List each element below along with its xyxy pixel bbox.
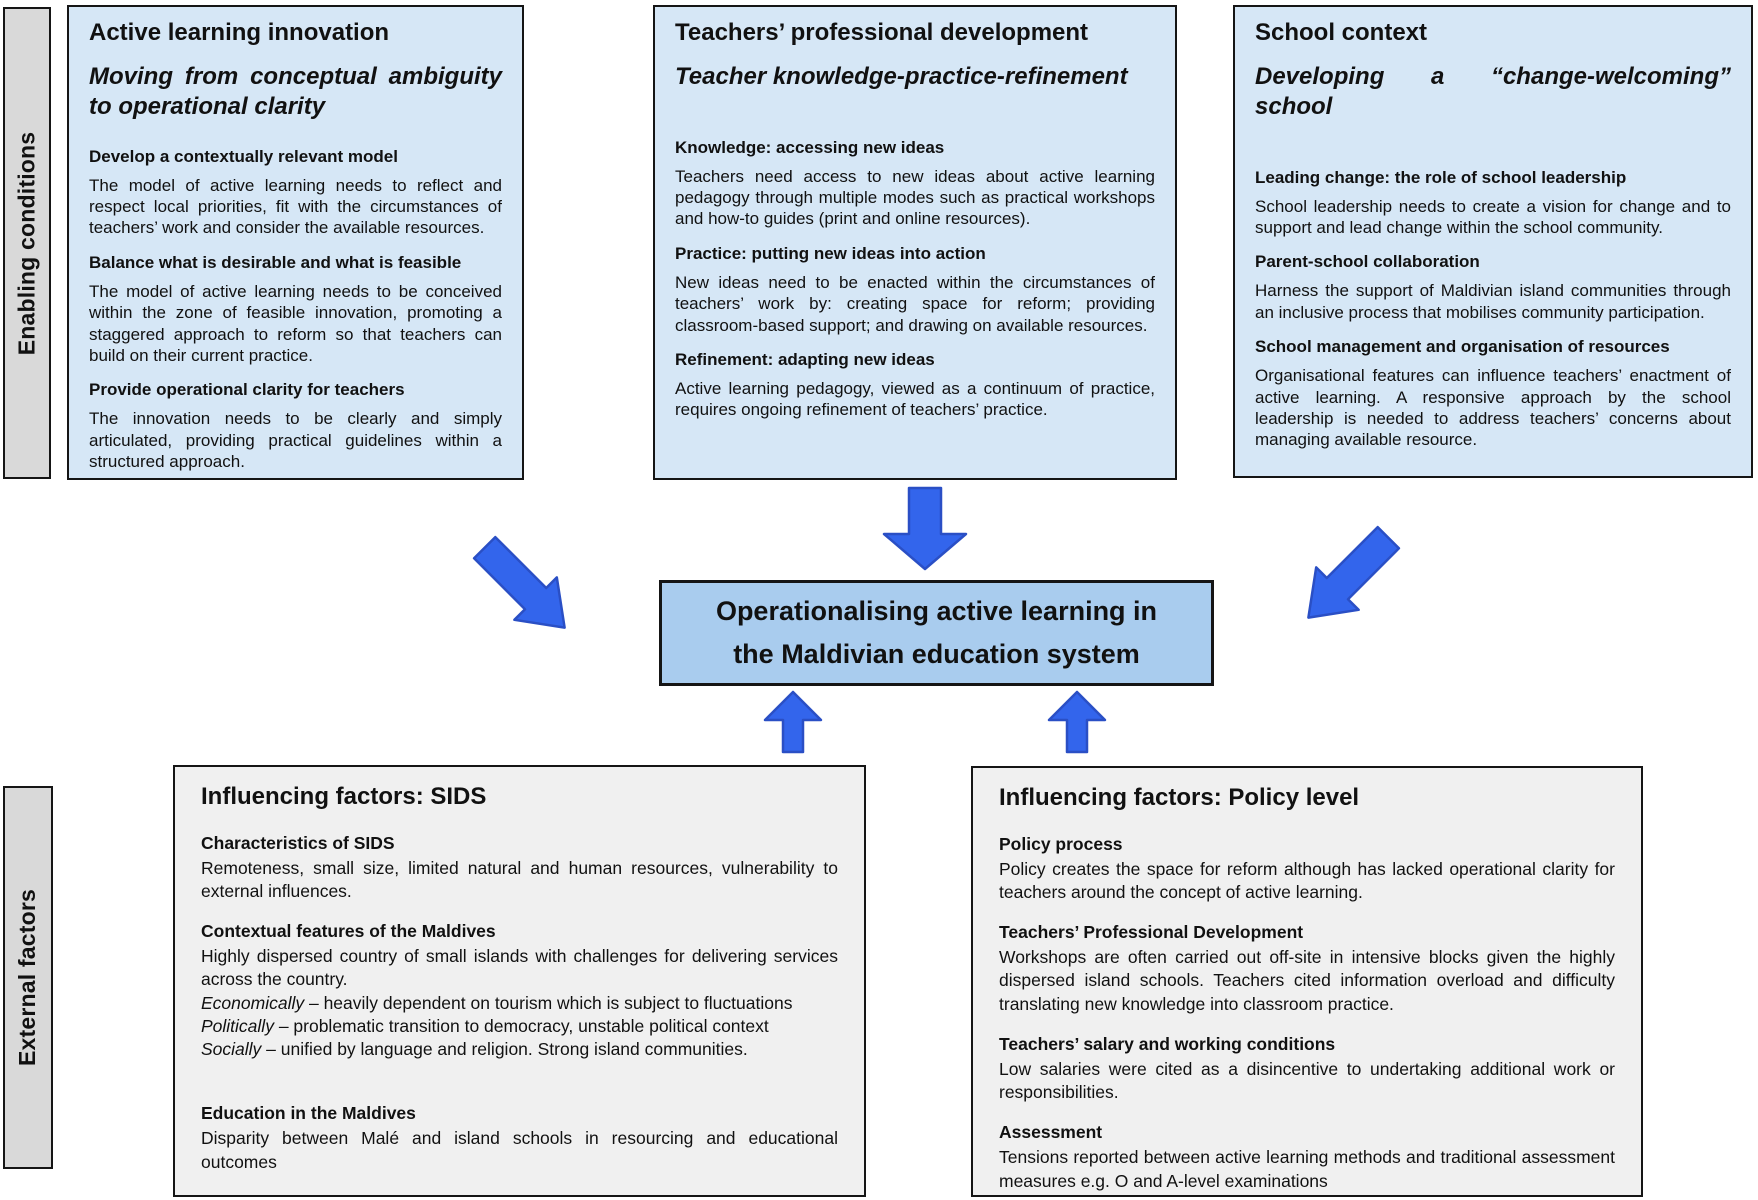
section <box>1255 168 1731 239</box>
italic-lead-line <box>201 1015 838 1038</box>
sidebar-external-factors <box>3 786 53 1169</box>
box-subtitle: Teacher knowledge-practice-refinement <box>675 62 1128 90</box>
section-body: The innovation needs to be clearly and simply articulated, providing practical guidelines within a structured approach. <box>89 409 502 472</box>
section <box>999 922 1615 1016</box>
line-text: – unified by language and religion. Strong island communities. <box>261 1039 748 1060</box>
box-school-context <box>1233 5 1753 478</box>
section <box>1255 252 1731 323</box>
section <box>89 380 502 472</box>
center-box-title: Operationalising active learning in the Maldivian education system <box>715 595 1158 669</box>
diagonal-arrow-right-icon <box>1284 514 1413 643</box>
section-heading: Knowledge: accessing new ideas <box>675 137 945 157</box>
section-body: Low salaries were cited as a disincentive to undertaking additional work or responsibilities. <box>999 1058 1615 1103</box>
line-text: – problematic transition to democracy, unstable political context <box>273 1015 769 1036</box>
italic-lead-word: Economically <box>201 992 305 1013</box>
box-title: Influencing factors: Policy level <box>999 784 1360 811</box>
box-influencing-factors-policy-level <box>971 766 1643 1197</box>
italic-lead-word: Politically <box>201 1015 274 1036</box>
section-heading: Characteristics of SIDS <box>201 832 395 853</box>
section-heading: Provide operational clarity for teachers <box>89 380 405 400</box>
section-heading: Refinement: adapting new ideas <box>675 350 935 370</box>
section-body: Active learning pedagogy, viewed as a continuum of practice, requires ongoing refinement of teachers’ practice. <box>675 379 1155 420</box>
section-heading: Teachers’ Professional Development <box>999 922 1304 943</box>
box-title: Active learning innovation <box>89 19 390 46</box>
section <box>89 253 502 367</box>
sidebar-enabling-conditions <box>3 7 51 479</box>
section-heading: School management and organisation of resources <box>1255 337 1670 357</box>
section <box>999 1034 1615 1105</box>
box-teachers-professional-development <box>653 5 1177 480</box>
section-body: Tensions reported between active learning methods and traditional assessment measures e.g. O and A-level examinations <box>999 1147 1615 1191</box>
line-text: – heavily dependent on tourism which is subject to fluctuations <box>304 992 793 1013</box>
italic-lead-word: Socially <box>201 1039 262 1060</box>
section <box>675 350 1155 421</box>
section <box>675 244 1155 336</box>
section <box>89 147 502 239</box>
section-body: Teachers need access to new ideas about active learning pedagogy through multiple modes such as practical workshops and how-to guides (print and online resources). <box>675 166 1155 229</box>
section-body: Disparity between Malé and island schools in resourcing and educational outcomes <box>201 1128 838 1172</box>
up-arrow-right-icon <box>1047 690 1107 754</box>
section-heading: Contextual features of the Maldives <box>201 921 496 942</box>
section <box>201 833 838 904</box>
section-body: Harness the support of Maldivian island communities through an inclusive process that mobilises community participation. <box>1255 281 1731 322</box>
section <box>999 834 1615 905</box>
section-body: Remoteness, small size, limited natural and human resources, vulnerability to external influences. <box>201 857 838 901</box>
section-body: New ideas need to be enacted within the circumstances of teachers’ work by: creating space for reform; providing classroom-based support; and drawing on available resources. <box>675 272 1155 335</box>
section-heading: Education in the Maldives <box>201 1103 416 1124</box>
section-body: Policy creates the space for reform although has lacked operational clarity for teachers around the concept of active learning. <box>999 858 1615 902</box>
box-active-learning-innovation <box>67 5 524 480</box>
box-influencing-factors-sids <box>173 765 866 1197</box>
section-heading: Policy process <box>999 833 1123 854</box>
section-heading: Balance what is desirable and what is feasible <box>89 252 462 272</box>
section-heading: Teachers’ salary and working conditions <box>999 1033 1336 1054</box>
section-body: The model of active learning needs to reflect and respect local priorities, fit with the circumstances of teachers’ work and consider the available resources. <box>89 175 502 238</box>
box-subtitle: Developing a “change-welcoming” school <box>1255 62 1731 120</box>
section <box>201 1103 838 1174</box>
diagonal-arrow-left-icon <box>461 524 590 653</box>
section-body: Organisational features can influence teachers’ enactment of active learning. A responsive approach by the school leadership is needed to address teachers’ concerns about managing available resource. <box>1255 366 1731 450</box>
section <box>999 1122 1615 1193</box>
external-factors-label: External factors <box>14 888 41 1067</box>
section <box>1255 337 1731 451</box>
down-arrow-icon <box>880 486 970 572</box>
section-body: Workshops are often carried out off-site in intensive blocks given the highly dispersed island schools. Teachers cited information overload and difficulty translating new knowledge into classroom practice. <box>999 947 1615 1014</box>
enabling-conditions-label: Enabling conditions <box>13 131 40 355</box>
box-title: School context <box>1255 19 1428 46</box>
up-arrow-left-icon <box>763 690 823 754</box>
section-body: The model of active learning needs to be conceived within the zone of feasible innovation, promoting a staggered approach to reform so that teachers can build on their current practice. <box>89 281 502 366</box>
section-body: Highly dispersed country of small islands with challenges for delivering services across the country. <box>201 946 838 990</box>
italic-lead-line <box>201 992 838 1015</box>
box-sections <box>999 834 1615 1193</box>
box-sections <box>675 138 1155 421</box>
box-title: Influencing factors: SIDS <box>201 783 487 810</box>
section-heading: Assessment <box>999 1122 1103 1143</box>
section-heading: Develop a contextually relevant model <box>89 146 398 166</box>
box-subtitle: Moving from conceptual ambiguity to operational clarity <box>89 62 502 120</box>
box-title: Teachers’ professional development <box>675 19 1089 46</box>
section-body: School leadership needs to create a vision for change and to support and lead change within the school community. <box>1255 196 1731 237</box>
box-sections <box>1255 168 1731 451</box>
box-operationalising-active-learning <box>659 580 1214 686</box>
section <box>201 921 838 1061</box>
section <box>675 138 1155 230</box>
section-heading: Leading change: the role of school leadership <box>1255 167 1627 187</box>
box-sections <box>201 833 838 1174</box>
box-sections <box>89 147 502 473</box>
section-heading: Parent-school collaboration <box>1255 252 1480 272</box>
italic-lead-line <box>201 1038 838 1061</box>
section-heading: Practice: putting new ideas into action <box>675 243 986 263</box>
